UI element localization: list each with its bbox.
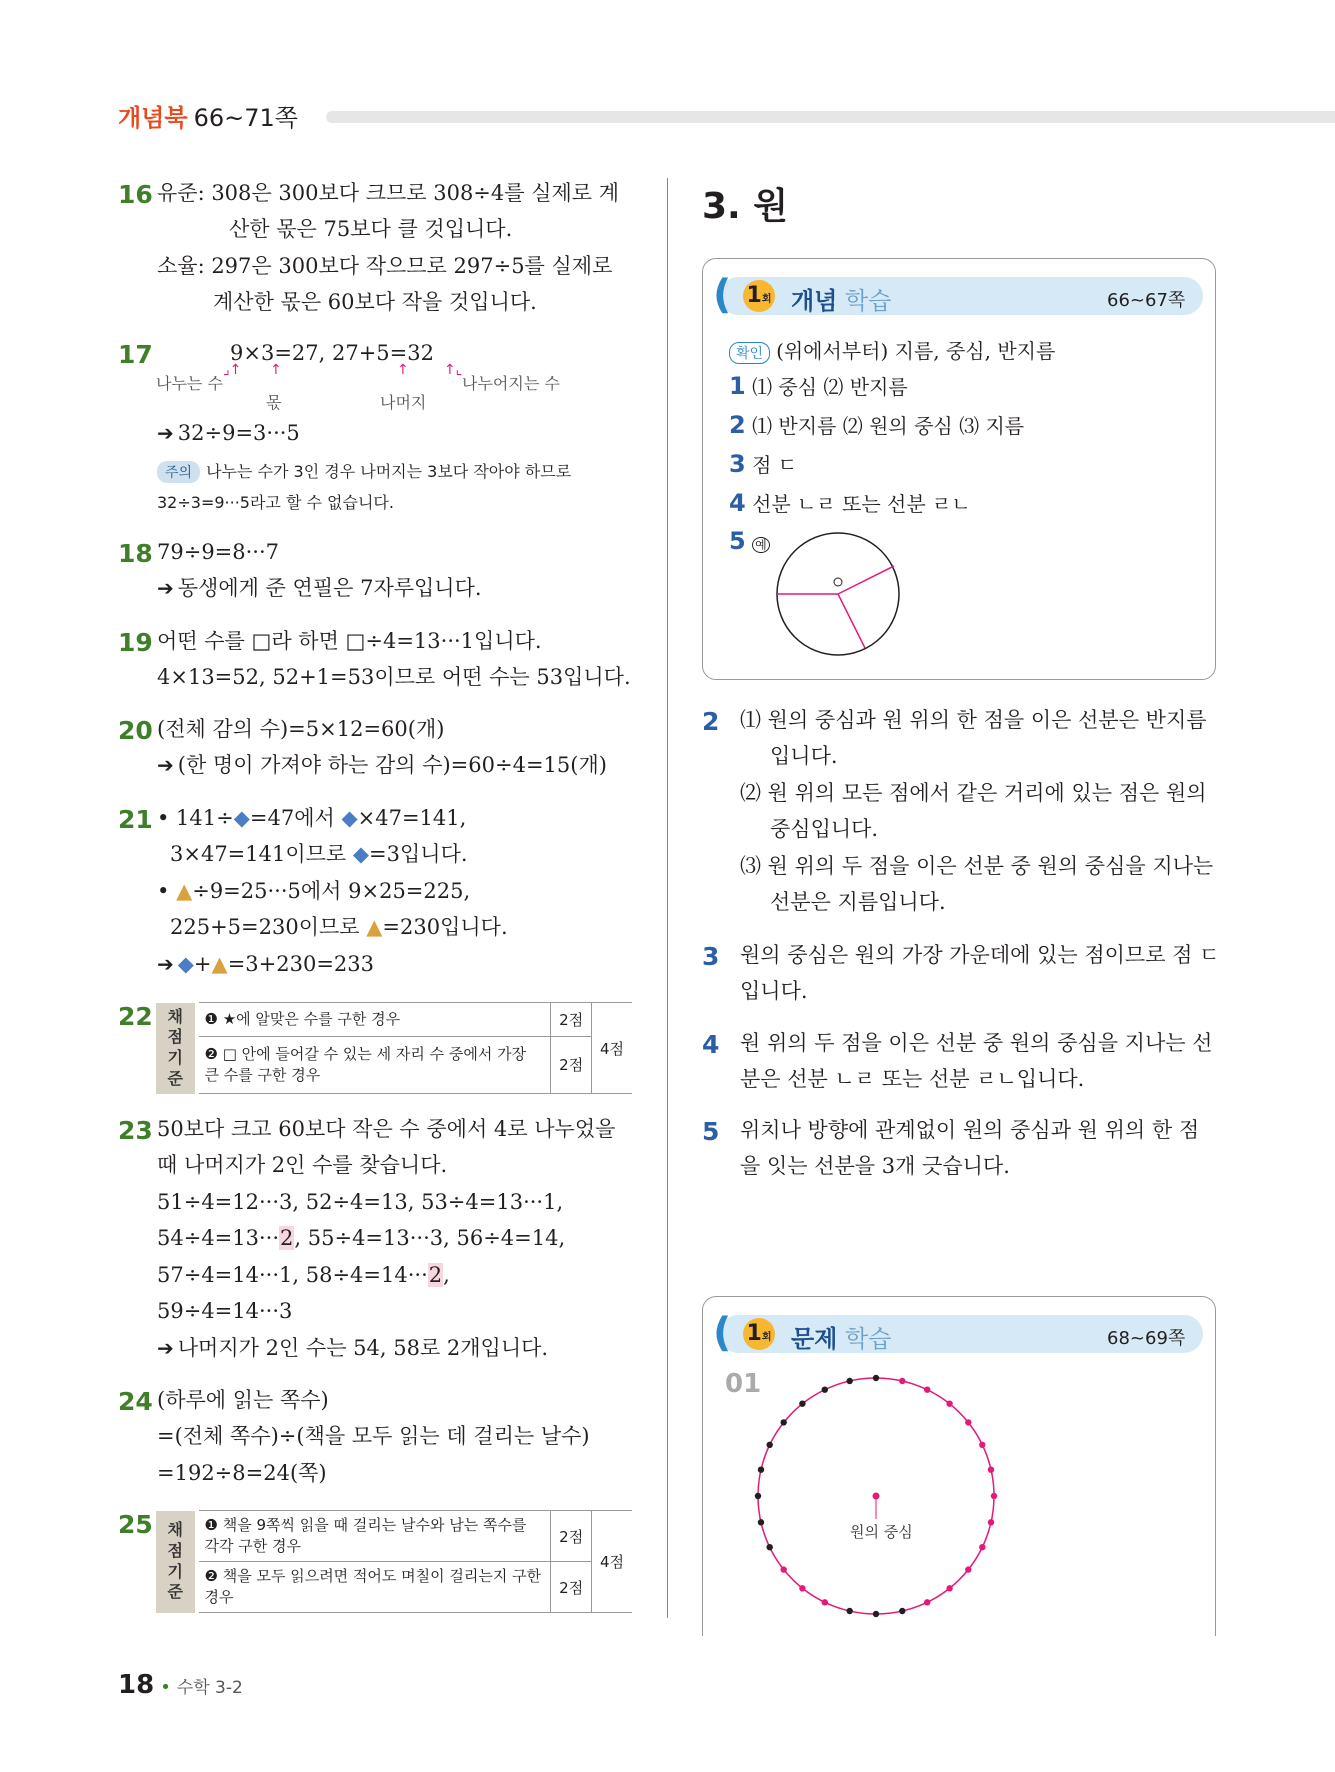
p21-text: 225+5=230이므로 [170, 915, 367, 939]
item-number: 2 [729, 411, 746, 439]
circle-dot [965, 1566, 971, 1572]
grading-points-2: 2점 [551, 1036, 592, 1093]
page-footer [118, 1670, 243, 1700]
grading-points-1: 2점 [551, 1003, 592, 1037]
p23-text: , [443, 1263, 450, 1287]
answer-number-3: 3 [702, 942, 720, 971]
p21-text: =3+230=233 [227, 952, 375, 976]
p16-line-1: 유준: 308은 300보다 크므로 308÷4를 실제로 계 [157, 181, 620, 205]
round-badge [743, 1318, 775, 1350]
p23-highlight: 2 [280, 1226, 294, 1250]
problem-number-25: 25 [118, 1510, 153, 1539]
round-number: 1 [746, 283, 762, 308]
grading-criterion-1: ❶ 책을 9쪽씩 읽을 때 걸리는 날수와 남는 쪽수를 각각 구한 경우 [197, 1511, 551, 1562]
p20-line-1: (전체 감의 수)=5×12=60(개) [157, 717, 445, 741]
circle-dot [755, 1493, 761, 1499]
p23-line-6: 59÷4=14···3 [157, 1299, 293, 1323]
box1-item-5 [729, 527, 770, 555]
p21-text: • 141÷ [157, 806, 234, 830]
label-divisor: 나누는 수 [156, 374, 223, 393]
concept-study-box [702, 258, 1216, 680]
circle-dot [822, 1599, 828, 1605]
grading-points-1: 2점 [551, 1511, 592, 1562]
circle-dot [988, 1467, 994, 1473]
grading-criterion-2: ❷ □ 안에 들어갈 수 있는 세 자리 수 중에서 가장 큰 수를 구한 경우 [197, 1036, 551, 1093]
a2-line-6: 선분은 지름입니다. [770, 890, 946, 914]
p19-line-1: 어떤 수를 □라 하면 □÷4=13···1입니다. [157, 629, 542, 653]
box1-item-4 [729, 488, 971, 517]
confirm-tag: 확인 [729, 342, 770, 364]
p21-text: ÷9=25···5에서 9×25=225, [192, 879, 471, 903]
circle-dot [924, 1599, 930, 1605]
circle-dot [822, 1387, 828, 1393]
p23-text: 57÷4=14···1, 58÷4=14··· [157, 1263, 428, 1287]
circle-dot [873, 1611, 879, 1617]
p20-line-2-text: (한 명이 가져야 하는 감의 수)=60÷4=15(개) [177, 753, 607, 777]
p23-highlight: 2 [428, 1263, 443, 1287]
triangle-icon: ▲ [176, 879, 193, 903]
triangle-icon: ▲ [366, 915, 383, 939]
label-dividend: 나누어지는 수 [462, 374, 560, 393]
p18-line-1: 79÷9=8···7 [157, 540, 280, 564]
p23-line-1: 50보다 크고 60보다 작은 수 중에서 4로 나누었을 [157, 1117, 616, 1141]
p23-line-7 [157, 1338, 548, 1359]
a2-line-2: 입니다. [770, 744, 838, 768]
a4-line-2: 분은 선분 ㄴㄹ 또는 선분 ㄹㄴ입니다. [740, 1067, 1085, 1091]
dotted-circle-drawing [753, 1367, 1003, 1629]
caution-tag: 주의 [157, 461, 200, 483]
grading-label-2: 기준 [167, 1048, 183, 1088]
radius-line-2 [838, 566, 894, 594]
circle-dot [767, 1442, 773, 1448]
header-book-title: 개념북 [118, 104, 188, 132]
center-point [873, 1493, 880, 1500]
p23-line-4 [157, 1228, 565, 1249]
page-header [118, 98, 298, 133]
circle-dot [988, 1519, 994, 1525]
p21-text: + [193, 952, 212, 976]
circle-dot [758, 1467, 764, 1473]
box-title [791, 281, 891, 316]
circle-dot [873, 1375, 879, 1381]
item-text: 점 ㄷ [752, 453, 798, 477]
diamond-icon: ◆ [233, 806, 250, 830]
problem-number-17: 17 [118, 340, 153, 369]
confirm-text: (위에서부터) 지름, 중심, 반지름 [776, 339, 1056, 363]
p23-line-5 [157, 1265, 450, 1286]
arrow-right-icon: ➔ [157, 421, 174, 445]
center-label: 원의 중심 [850, 1523, 913, 1541]
item-number: 4 [729, 489, 746, 517]
triangle-icon: ▲ [211, 952, 228, 976]
radius-line-3 [838, 594, 865, 648]
circle-dot [946, 1401, 952, 1407]
p16-line-2: 산한 몫은 75보다 클 것입니다. [229, 217, 513, 241]
problem-number-22: 22 [118, 1002, 153, 1031]
problem-number-24: 24 [118, 1387, 153, 1416]
p17-expression: 9×3=27, 27+5=32 [230, 341, 434, 365]
circle-dot [979, 1544, 985, 1550]
box-title [791, 1319, 891, 1354]
p20-line-2 [157, 755, 607, 776]
a5-line-2: 을 잇는 선분을 3개 긋습니다. [740, 1154, 1010, 1178]
p21-text: =230입니다. [382, 915, 508, 939]
grading-points-2: 2점 [551, 1562, 592, 1613]
problem-number-21: 21 [118, 805, 153, 834]
box1-item-3 [729, 449, 797, 478]
p23-text: , 55÷4=13···3, 56÷4=14, [294, 1226, 566, 1250]
p21-line-2 [170, 844, 468, 865]
grading-label-2: 기준 [167, 1561, 183, 1602]
a3-line-1: 원의 중심은 원의 가장 가운데에 있는 점이므로 점 ㄷ [740, 943, 1220, 967]
grading-total: 4점 [591, 1003, 632, 1094]
p17-note-line-2: 32÷3=9···5라고 할 수 없습니다. [157, 493, 394, 512]
book-name: 수학 3-2 [176, 1678, 243, 1698]
a2-line-3: ⑵ 원 위의 모든 점에서 같은 거리에 있는 점은 원의 [740, 781, 1207, 805]
a3-line-2: 입니다. [740, 979, 808, 1003]
bracket-c-icon: ( [713, 1310, 732, 1356]
label-remainder: 나머지 [380, 393, 427, 412]
example-mark: 예 [752, 537, 770, 553]
circle-dot [979, 1442, 985, 1448]
p17-note-text-1: 나누는 수가 3인 경우 나머지는 3보다 작아야 하므로 [206, 462, 572, 481]
circle-dot [767, 1544, 773, 1550]
item-text: ⑴ 중심 ⑵ 반지름 [752, 375, 908, 399]
p21-line-4 [170, 917, 508, 938]
grading-label-1: 채점 [167, 1519, 183, 1560]
problem-number-23: 23 [118, 1116, 153, 1145]
problem-number-19: 19 [118, 628, 153, 657]
header-bar [326, 111, 1335, 123]
circle-dot [799, 1585, 805, 1591]
p24-line-1: (하루에 읽는 쪽수) [157, 1388, 329, 1412]
p23-line-3: 51÷4=12···3, 52÷4=13, 53÷4=13···1, [157, 1190, 564, 1214]
p21-line-3 [157, 881, 470, 902]
problem-number-20: 20 [118, 716, 153, 745]
diamond-icon: ◆ [352, 842, 370, 866]
p16-line-3: 소율: 297은 300보다 작으므로 297÷5를 실제로 [157, 254, 613, 278]
p23-line-2: 때 나머지가 2인 수를 찾습니다. [157, 1153, 448, 1177]
round-badge [743, 280, 775, 312]
p24-line-3: =192÷8=24(쪽) [157, 1461, 327, 1485]
circle-dot [924, 1387, 930, 1393]
label-quotient: 몫 [266, 393, 282, 412]
item-number: 1 [729, 372, 746, 400]
p17-note-line-1 [157, 459, 571, 483]
p17-result [157, 423, 300, 444]
a2-line-5: ⑶ 원 위의 두 점을 이은 선분 중 원의 중심을 지나는 [740, 854, 1214, 878]
item-number: 3 [729, 450, 746, 478]
box-title-sub: 학습 [837, 1325, 892, 1353]
chapter-title: 3. 원 [702, 186, 789, 227]
grading-label [156, 1511, 197, 1613]
problem-study-box [702, 1296, 1216, 1636]
header-pages: 66~71쪽 [193, 104, 298, 132]
p21-text: =3입니다. [369, 842, 468, 866]
box1-item-2 [729, 410, 1024, 439]
circle-dot [758, 1519, 764, 1525]
question-number-01: 01 [725, 1369, 762, 1399]
box1-item-1 [729, 371, 908, 400]
arrow-right-icon: ➔ [157, 1336, 174, 1360]
answer-number-5: 5 [702, 1117, 720, 1146]
round-suffix: 회 [761, 294, 772, 305]
p24-line-2: =(전체 쪽수)÷(책을 모두 읽는 데 걸리는 날수) [157, 1424, 590, 1448]
circle-dot [991, 1493, 997, 1499]
p18-line-2 [157, 578, 482, 599]
p21-line-5 [157, 954, 374, 975]
grading-table-22 [156, 1002, 632, 1094]
arrow-dividend-icon: ↑⌞ [444, 362, 463, 378]
grading-criterion-2: ❷ 책을 모두 읽으려면 적어도 며칠이 걸리는지 구한 경우 [197, 1562, 551, 1613]
a5-line-1: 위치나 방향에 관계없이 원의 중심과 원 위의 한 점 [740, 1118, 1200, 1142]
example-circle-drawing [773, 529, 903, 659]
item-text: ⑴ 반지름 ⑵ 원의 중심 ⑶ 지름 [752, 414, 1025, 438]
box-title-sub: 학습 [837, 287, 892, 315]
grading-label-1: 채점 [167, 1006, 183, 1047]
bullet-icon: • [160, 1677, 171, 1698]
arrow-remainder-icon: ↑ [397, 362, 409, 378]
arrow-right-icon: ➔ [157, 576, 174, 600]
p17-result-text: 32÷9=3···5 [177, 421, 300, 445]
p21-line-1 [157, 808, 466, 829]
circle-dot [781, 1566, 787, 1572]
a4-line-1: 원 위의 두 점을 이은 선분 중 원의 중심을 지나는 선 [740, 1031, 1213, 1055]
p16-line-4: 계산한 몫은 60보다 작을 것입니다. [213, 290, 537, 314]
item-number: 5 [729, 527, 746, 555]
grading-table-25 [156, 1510, 632, 1613]
grading-criterion-1: ❶ ★에 알맞은 수를 구한 경우 [197, 1003, 551, 1037]
item-text: 선분 ㄴㄹ 또는 선분 ㄹㄴ [752, 492, 971, 516]
diamond-icon: ◆ [341, 806, 358, 830]
circle-dot [899, 1608, 905, 1614]
arrow-right-icon: ➔ [157, 952, 174, 976]
circle-dot [781, 1419, 787, 1425]
grading-total: 4점 [591, 1511, 632, 1613]
p21-text: ×47=141, [357, 806, 467, 830]
p19-line-2: 4×13=52, 52+1=53이므로 어떤 수는 53입니다. [157, 665, 631, 689]
problem-number-16: 16 [118, 180, 153, 209]
box-title-main: 문제 [791, 1325, 838, 1353]
circle-dot [847, 1378, 853, 1384]
box-title-main: 개념 [791, 287, 838, 315]
answer-number-4: 4 [702, 1030, 720, 1059]
circle-dot [799, 1401, 805, 1407]
round-number: 1 [746, 1321, 762, 1346]
arrow-quotient-icon: ↑ [270, 362, 282, 378]
column-divider [667, 178, 668, 1618]
circle-dot [946, 1585, 952, 1591]
p21-text: 3×47=141이므로 [170, 842, 353, 866]
diamond-icon: ◆ [177, 952, 194, 976]
p23-text: 54÷4=13··· [157, 1226, 280, 1250]
arrow-divisor-icon: ⌟↑ [223, 362, 242, 378]
box-pages: 66~67쪽 [1107, 290, 1186, 311]
problem-number-18: 18 [118, 539, 153, 568]
answer-number-2: 2 [702, 707, 720, 736]
grading-label [156, 1003, 197, 1094]
page-number: 18 [118, 1670, 155, 1700]
box-pages: 68~69쪽 [1107, 1328, 1186, 1349]
circle-dot [965, 1419, 971, 1425]
a2-line-1: ⑴ 원의 중심과 원 위의 한 점을 이은 선분은 반지름 [740, 708, 1207, 732]
center-point [834, 578, 842, 586]
a2-line-4: 중심입니다. [770, 817, 879, 841]
p18-line-2-text: 동생에게 준 연필은 7자루입니다. [177, 576, 482, 600]
circle-dot [847, 1608, 853, 1614]
round-suffix: 회 [761, 1332, 772, 1343]
p21-text: =47에서 [249, 806, 342, 830]
p23-conclusion: 나머지가 2인 수는 54, 58로 2개입니다. [177, 1336, 549, 1360]
confirm-line [729, 335, 1055, 364]
bracket-c-icon: ( [713, 272, 732, 318]
circle-dot [899, 1378, 905, 1384]
p21-text: • [157, 879, 177, 903]
arrow-right-icon: ➔ [157, 753, 174, 777]
